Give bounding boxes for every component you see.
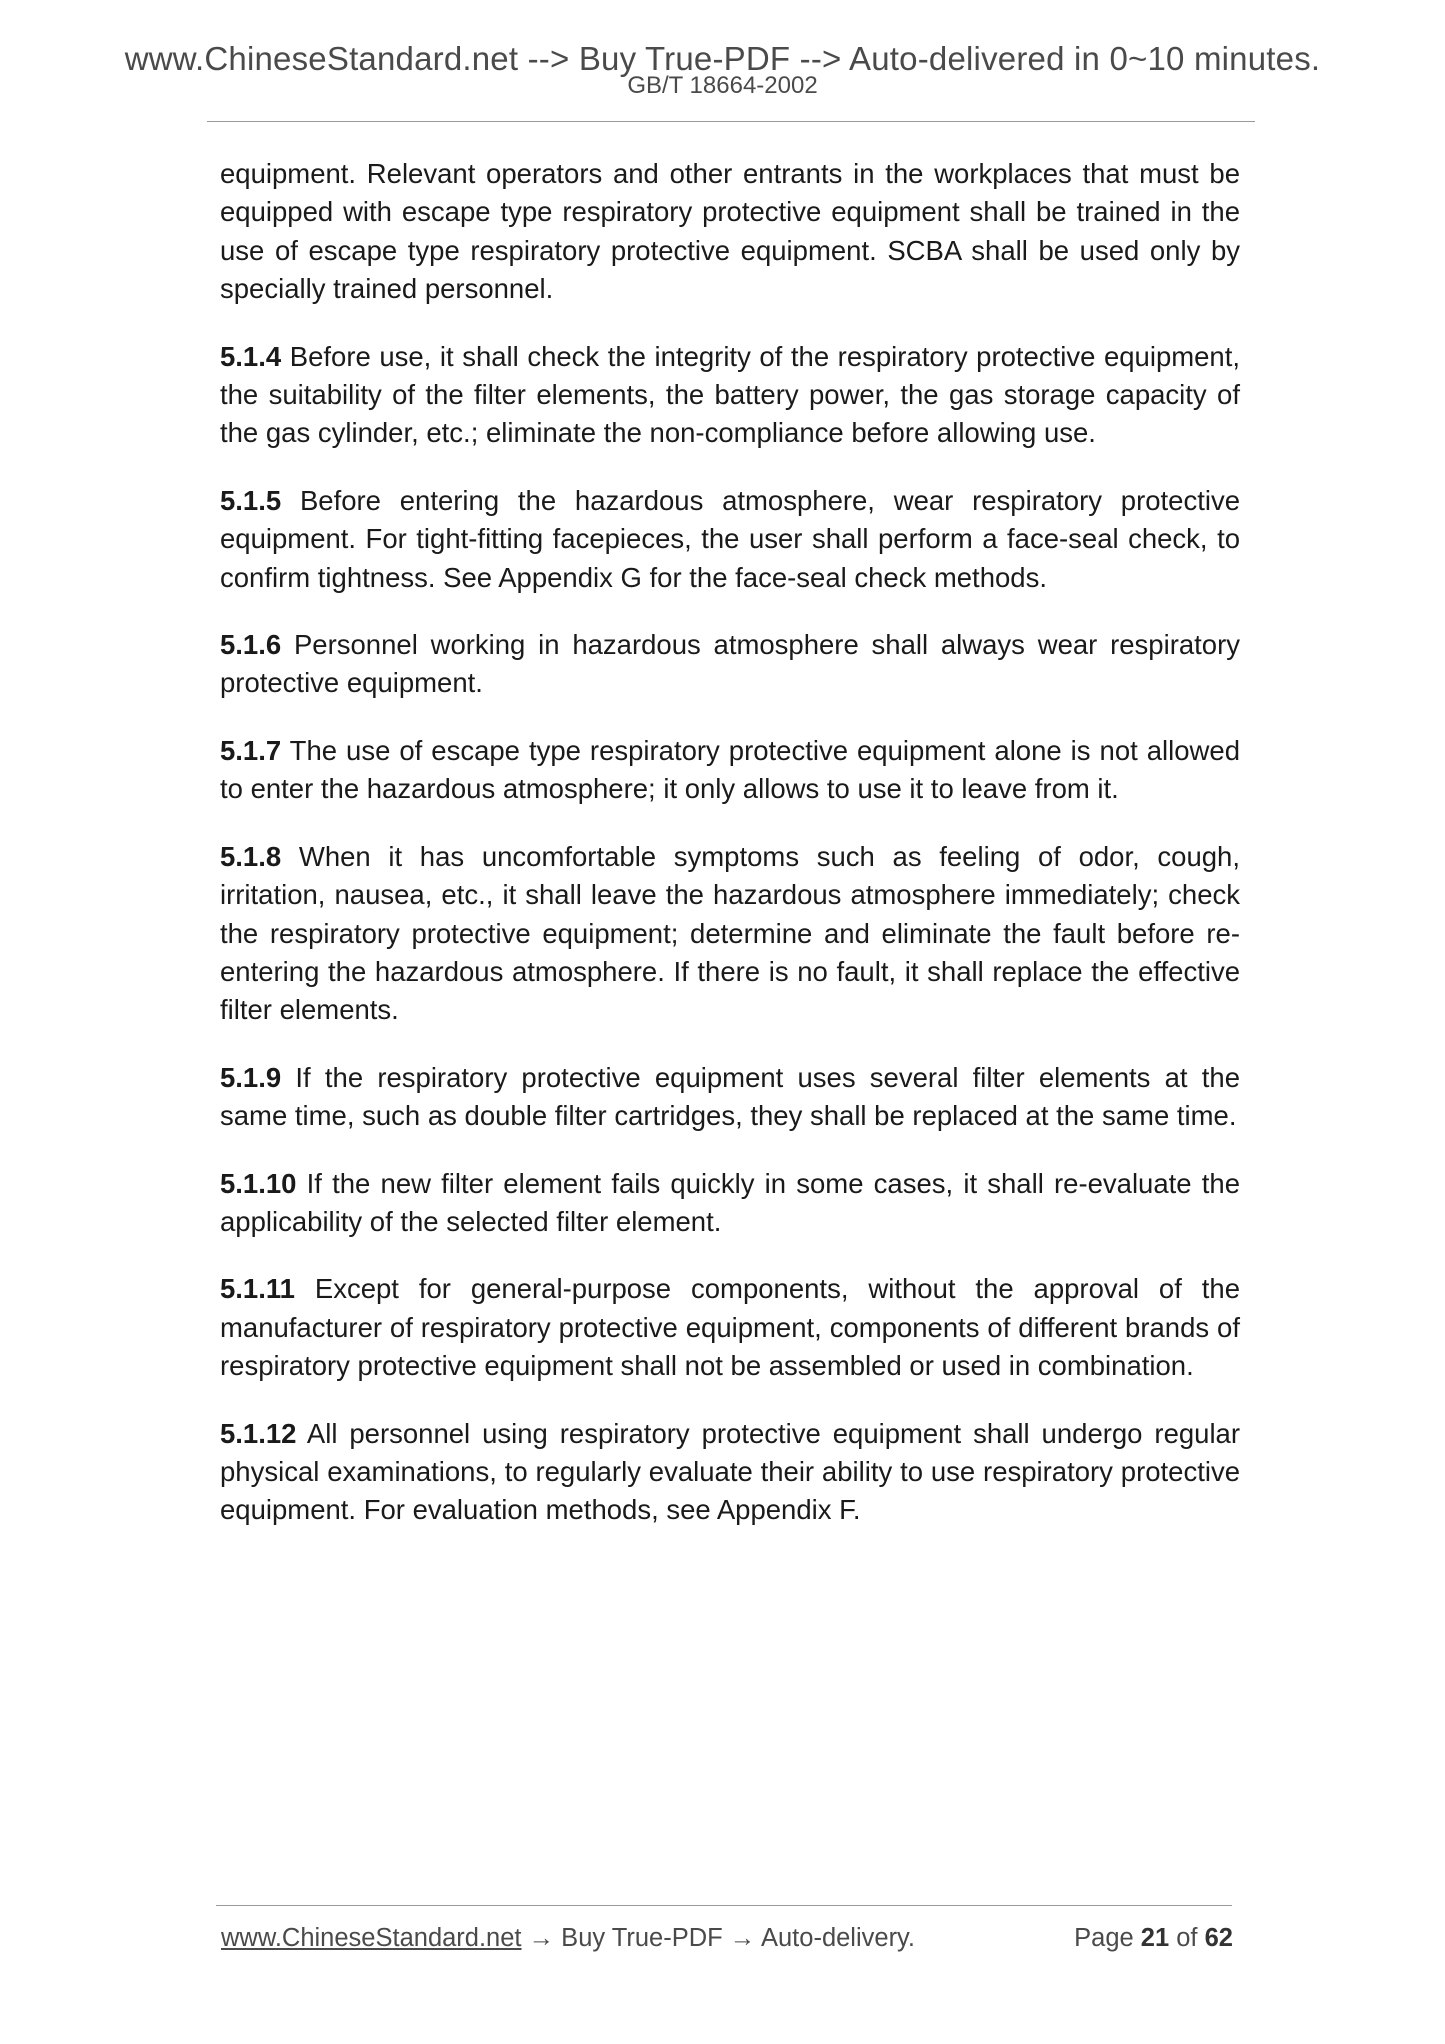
clause-text: If the respiratory protective equipment uses several filter elements at the same time, such as double filter cartridges, they shall be replaced at the same time. bbox=[220, 1061, 1240, 1132]
clause-text: Before use, it shall check the integrity of the respiratory protective equipment, the suitability of the filter elements, the battery power, the gas storage capacity of the gas cylinder, etc.; eliminate the non-compliance before allowing use. bbox=[220, 340, 1241, 449]
clause-5-1-12 bbox=[220, 1415, 1240, 1530]
continuation-paragraph: equipment. Relevant operators and other entrants in the workplaces that must be equipped with escape type respiratory protective equipment shall be trained in the use of escape type respiratory protective equipment. SCBA shall be used only by specially trained personnel. bbox=[220, 158, 1240, 305]
clause-number: 5.1.10 bbox=[220, 1167, 297, 1199]
clause-5-1-10 bbox=[220, 1165, 1240, 1242]
standard-code: GB/T 18664-2002 bbox=[627, 72, 818, 99]
clause-5-1-11 bbox=[220, 1270, 1240, 1385]
clause-number: 5.1.7 bbox=[220, 734, 282, 766]
clause-number: 5.1.11 bbox=[220, 1273, 295, 1305]
page-indicator bbox=[1074, 1924, 1233, 1953]
clause-number: 5.1.5 bbox=[220, 484, 282, 516]
footer-divider bbox=[216, 1905, 1232, 1906]
page-label: Page bbox=[1074, 1924, 1134, 1952]
clause-number: 5.1.8 bbox=[220, 840, 282, 872]
of-label: of bbox=[1176, 1924, 1198, 1952]
clause-text: The use of escape type respiratory protective equipment alone is not allowed to enter the hazardous atmosphere; it only allows to use it to leave from it. bbox=[220, 734, 1240, 805]
page-number: 21 bbox=[1140, 1924, 1170, 1952]
page-body bbox=[220, 155, 1240, 1559]
clause-5-1-6 bbox=[220, 626, 1240, 703]
clause-text: If the new filter element fails quickly in some cases, it shall re-evaluate the applicability of the selected filter element. bbox=[220, 1167, 1240, 1237]
clause-5-1-8 bbox=[220, 838, 1240, 1030]
header-watermark: www.ChineseStandard.net --> Buy True-PDF --> Auto-delivered in 0~10 minutes. bbox=[124, 40, 1321, 77]
clause-text: Except for general-purpose components, without the approval of the manufacturer of respiratory protective equipment, components of different brands of respiratory protective equipment shall not be assembled or used in combination. bbox=[220, 1273, 1240, 1382]
clause-5-1-4 bbox=[220, 338, 1240, 453]
clause-5-1-5 bbox=[220, 482, 1240, 597]
clause-text: When it has uncomfortable symptoms such as feeling of odor, cough, irritation, nausea, etc., it shall leave the hazardous atmosphere immediately; check the respiratory protective equipment; determine and eliminate the fault before re-entering the hazardous atmosphere. If there is no fault, it shall replace the effective filter elements. bbox=[220, 840, 1240, 1026]
footer-tagline: → Buy True-PDF → Auto-delivery. bbox=[521, 1924, 915, 1952]
clause-text: Before entering the hazardous atmosphere, wear respiratory protective equipment. For tight-fitting facepieces, the user shall perform a face-seal check, to confirm tightness. See Appendix G for the face-seal check methods. bbox=[220, 484, 1240, 593]
clause-5-1-9 bbox=[220, 1059, 1240, 1136]
clause-number: 5.1.4 bbox=[220, 340, 282, 372]
clause-number: 5.1.9 bbox=[220, 1061, 282, 1093]
footer-left bbox=[221, 1924, 915, 1953]
clause-text: All personnel using respiratory protective equipment shall undergo regular physical examinations, to regularly evaluate their ability to use respiratory protective equipment. For evaluation methods, see Appendix F. bbox=[220, 1417, 1241, 1526]
header-divider bbox=[207, 121, 1255, 122]
clause-number: 5.1.12 bbox=[220, 1417, 297, 1449]
clause-text: Personnel working in hazardous atmosphere shall always wear respiratory protective equipment. bbox=[220, 629, 1241, 699]
site-link[interactable]: www.ChineseStandard.net bbox=[221, 1924, 522, 1952]
clause-5-1-7 bbox=[220, 732, 1240, 809]
clause-number: 5.1.6 bbox=[220, 629, 282, 661]
total-pages: 62 bbox=[1204, 1924, 1233, 1952]
